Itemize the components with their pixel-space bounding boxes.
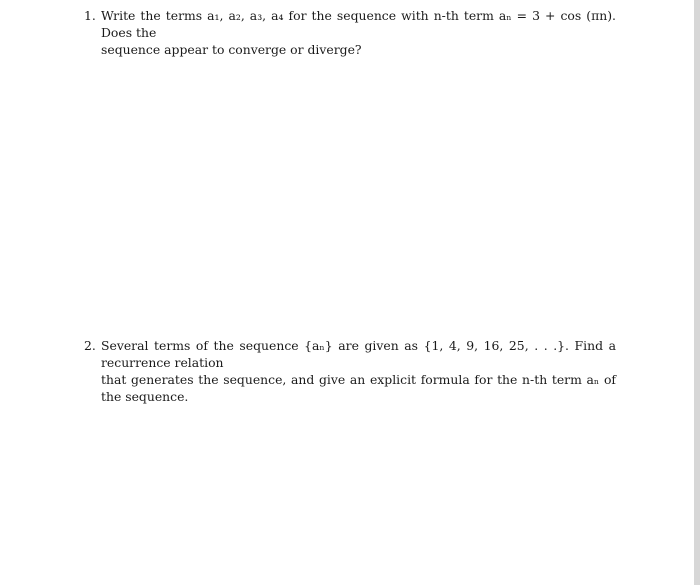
problem-1-line-1: Write the terms a₁, a₂, a₃, a₄ for the sequence with n-th term aₙ = 3 + cos (πn). Does the	[101, 8, 616, 40]
problem-1-line-2: sequence appear to converge or diverge?	[101, 42, 362, 57]
problem-2-line-1: Several terms of the sequence {aₙ} are given as {1, 4, 9, 16, 25, . . .}. Find a recurrence relation	[101, 338, 616, 370]
problem-1	[84, 7, 616, 58]
problem-2-text	[101, 337, 616, 405]
page-edge	[694, 0, 700, 585]
problem-2-number: 2.	[84, 338, 96, 353]
problem-1-number: 1.	[84, 8, 96, 23]
problem-2	[84, 337, 616, 405]
problem-1-text	[101, 7, 616, 58]
problem-2-line-2: that generates the sequence, and give an explicit formula for the n-th term aₙ of the sequence.	[101, 372, 616, 404]
